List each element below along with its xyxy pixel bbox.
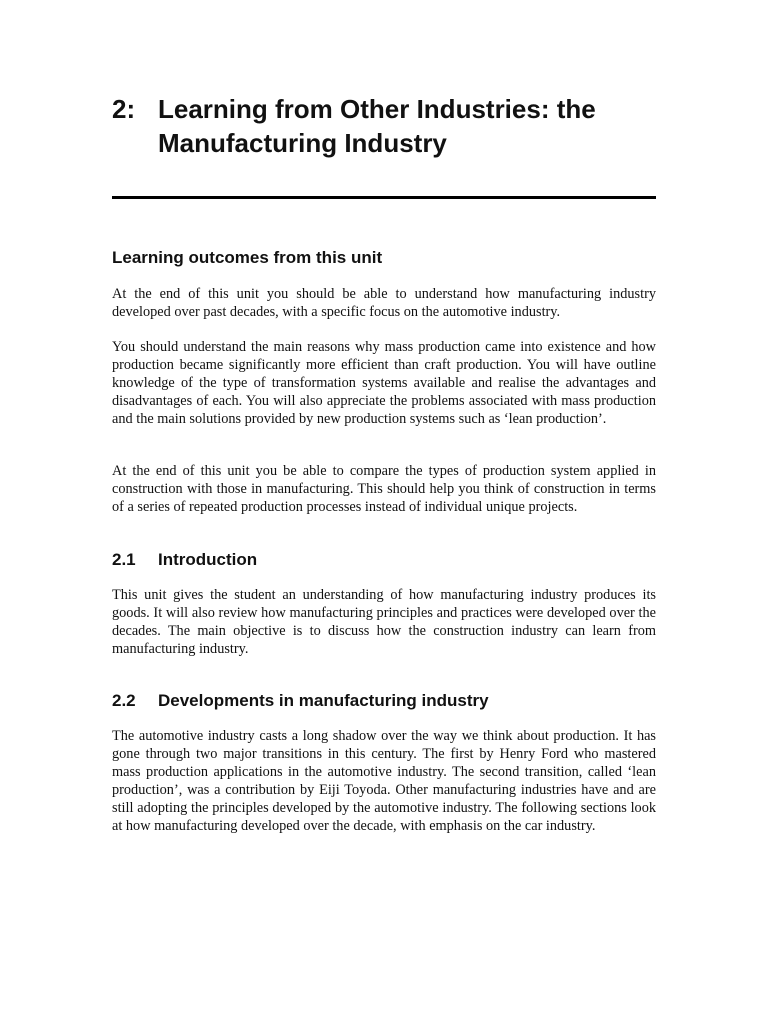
learning-outcomes-heading: Learning outcomes from this unit bbox=[112, 248, 383, 267]
title-divider bbox=[112, 196, 656, 199]
developments-paragraph: The automotive industry casts a long shadow over the way we think about production. It has gone through two major transitions in this century. The first by Henry Ford who mastered mass production applications in the automotive industry. The second transition, called ‘lean production’, was a contribution by Eiji Toyoda. Other manufacturing industries have and are still adopting the principles developed by the automotive industry. The following sections look at how manufacturing developed over the decade, with emphasis on the car industry. bbox=[112, 728, 656, 834]
section-2-2-heading bbox=[112, 690, 656, 712]
section-2-2-number: 2.2 bbox=[112, 691, 136, 710]
section-2-2-title: Developments in manufacturing industry bbox=[158, 691, 489, 710]
section-2-1-number: 2.1 bbox=[112, 550, 136, 569]
section-2-1-heading bbox=[112, 549, 656, 571]
outcomes-paragraph-1: At the end of this unit you should be able to understand how manufacturing industry developed over past decades, with a specific focus on the automotive industry. bbox=[112, 286, 656, 320]
chapter-title-text: Learning from Other Industries: the Manufacturing Industry bbox=[158, 94, 596, 158]
section-2-1-title: Introduction bbox=[158, 550, 258, 569]
outcomes-paragraph-3: At the end of this unit you be able to compare the types of production system applied in construction with those in manufacturing. This should help you think of construction in terms of a series of repeated production processes instead of individual unique projects. bbox=[112, 463, 656, 515]
outcomes-paragraph-2: You should understand the main reasons why mass production came into existence and how production became significantly more efficient than craft production. You will have outline knowledge of the type of transformation systems available and realise the advantages and disadvantages of each. You will also appreciate the problems associated with mass production and the main solutions provided by new production systems such as ‘lean production’. bbox=[112, 339, 656, 427]
chapter-number: 2: bbox=[112, 94, 136, 124]
introduction-paragraph: This unit gives the student an understanding of how manufacturing industry produces its goods. It will also review how manufacturing principles and practices were developed over the decades. The main objective is to discuss how the construction industry can learn from manufacturing industry. bbox=[112, 587, 656, 657]
chapter-title bbox=[112, 92, 656, 160]
